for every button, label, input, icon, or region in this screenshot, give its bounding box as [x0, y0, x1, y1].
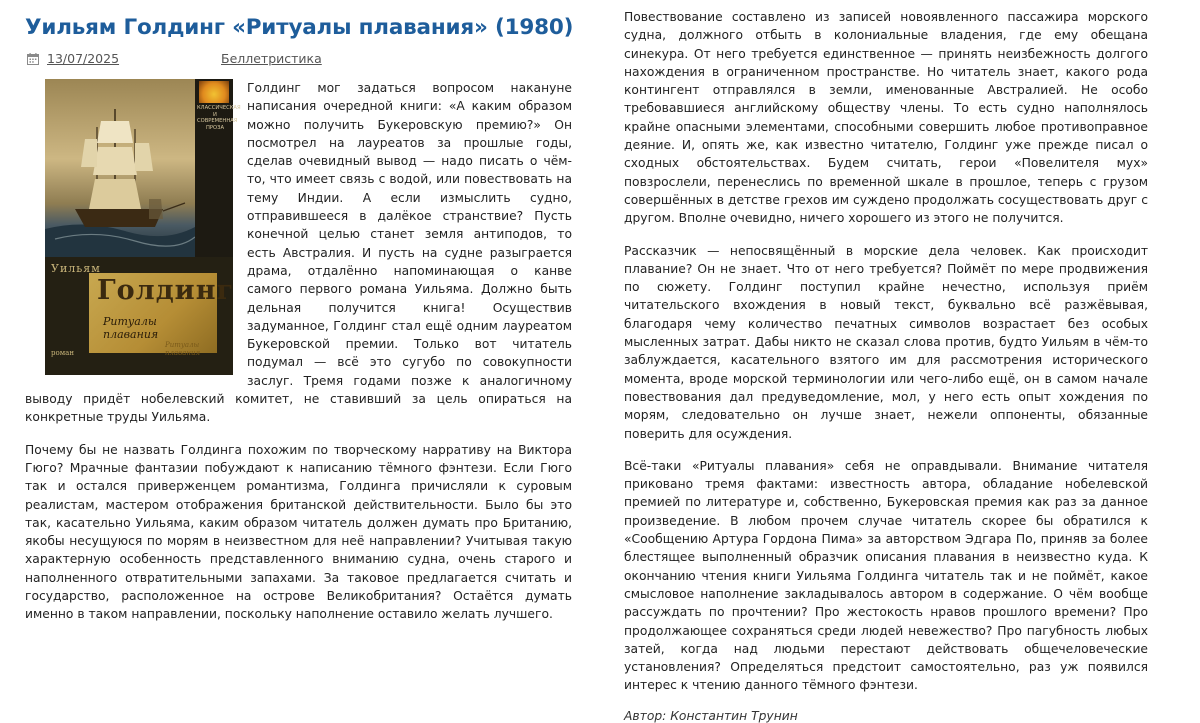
right-column — [624, 8, 1148, 723]
article-paragraph-4: Рассказчик — непосвящённый в морские дела человек. Как происходит плавание? Он не знает. Что от него требуется? Поймёт по мере продвижения по сюжету. Голдинг поступил крайне нечестно, используя приём читательского вхождения в новый текст, буквально всё разжёвывая, благодаря чему количество печатных символов возрастает без особых мысленных затрат. Дабы никто не сказал слова против, будто Уильям в чём-то заблуждается, касательного взятого им для рассмотрения исторического момента, вроде морской терминологии или чего-либо ещё, он в самом начале повествования дал предуведомление, мол, у него есть опыт хождения по морям, следовательно он лучше знает, нежели оппоненты, обязанные поверить для осуждения. — [624, 243, 1148, 441]
series-logo-icon — [199, 81, 229, 103]
author-byline: Автор: Константин Трунин — [624, 708, 798, 723]
cover-title-line-1: Ритуалы — [103, 315, 157, 328]
article-paragraph-3: Повествование составлено из записей новоявленного пассажира морского судна, должного отбыть в колониальные владения, где ему обещана синекура. От него требуется единственное — принять неизбежность долгого нахождения в ограниченном пространстве. Но читатель знает, какого рода контингент отправлялся в земли, именованные Австралией. Не особо требовавшиеся английскому обществу члены. То есть судно наполнялось крайне опасными элементами, способными совершить любое противоправное деяние. И, опять же, как известно читателю, Голдинг уже прежде писал о сходных обстоятельствах. Будем считать, герои «Повелителя мух» повзрослели, перенеслись по временной шкале в прошлое, теперь с грузом совершённых в детстве грехов им суждено продолжать сосуществовать друг с другом. Вполне очевидно, ничего хорошего из этого не получится. — [624, 10, 1148, 226]
cover-book-title — [103, 315, 158, 341]
post-date-link[interactable]: 13/07/2025 — [47, 51, 120, 66]
book-cover-image — [45, 79, 241, 375]
cover-signature: Ритуалы плавания — [165, 341, 201, 357]
cover-title-line-2: плавания — [103, 328, 159, 341]
ship-painting — [45, 79, 195, 257]
cover-author-first: Уильям — [51, 262, 101, 275]
article-paragraph-5: Всё-таки «Ритуалы плавания» себя не оправдывали. Внимание читателя приковано тремя фактами: известность автора, обладание нобелевской премией по литературе и, собственно, Букеровская премия как раз за данное произведение. В любом прочем случае читатель скорее бы обратился к «Сообщению Артура Гордона Пима» за авторством Эдгара По, приняв за более блестящее выполненный образчик описания плавания в неизвестно куда. К окончанию чтения книги Уильяма Голдинга читатель так и не поймёт, какое смысловое наполнение закладывалось автором в содержание. О чём вообще рассуждать по прочтении? Про жестокость нравов прошлого времени? Про продолжающее сохраняться среди людей невежество? Про пагубность любых затей, когда над людьми перестают действовать общечеловеческие установления? Определяться предстоит самостоятельно, раз уж появился интерес к чтению данного тёмного фэнтези. — [624, 458, 1148, 693]
article-paragraph-2: Почему бы не назвать Голдинга похожим по творческому нарративу на Виктора Гюго? Мрачные фантазии побуждают к написанию тёмного фэнтези. Если Гюго так и остался приверженцем романтизма, Голдинга причисляли к суровым реалистам, мастером отображения британской действительности. Было бы это так, касательно Уильяма, каким образом читатель должен думать про Британию, якобы несущуюся по морям в неизвестном для неё направлении? Учитывая такую характерную особенность представленного вниманию судна, очень старого и наполненного отвратительными запахами. За таковое предлагается считать и государство, расположенное на острове Великобритания? Остаётся думать именно в таком направлении, поскольку наполнение оставило желать лучшего. — [25, 442, 572, 622]
post-title[interactable]: Уильям Голдинг «Ритуалы плавания» (1980) — [25, 15, 574, 40]
cover-author-last: Голдинг — [97, 275, 235, 306]
article-paragraph-1: Голдинг мог задаться вопросом накануне написания очередной книги: «А каким образом можно получить Букеровскую премию?» Он посмотрел на лауреатов за прошлые годы, сделав очевидный вывод — надо писать о чём-то, что имеет связь с водой, или повествовать на тему Индии. А если измыслить судно, отправившееся в далёкое странствие? Пусть конечной целью станет земля антиподов, то есть Австралия. И пусть на судне разыграется драма, отдалённо напоминающая о канве самого первого романа Уильяма. Должно быть дельная получится книга! Осуществив задуманное, Голдинг стал ещё одним лауреатом Букеровской премии. Только вот читатель подумал — всё это сугубо по совокупности заслуг. Тремя годами позже к аналогичному выводу придёт нобелевский комитет, не ставивший за цель опираться на конкретные труды Уильяма. — [25, 81, 572, 425]
calendar-icon — [27, 53, 39, 65]
cover-genre: роман — [51, 349, 74, 357]
series-label: КЛАССИЧЕСКАЯ И СОВРЕМЕННАЯ ПРОЗА — [197, 105, 241, 131]
category-link[interactable]: Беллетристика — [221, 51, 322, 66]
left-column — [25, 12, 572, 638]
post-meta — [25, 50, 572, 70]
